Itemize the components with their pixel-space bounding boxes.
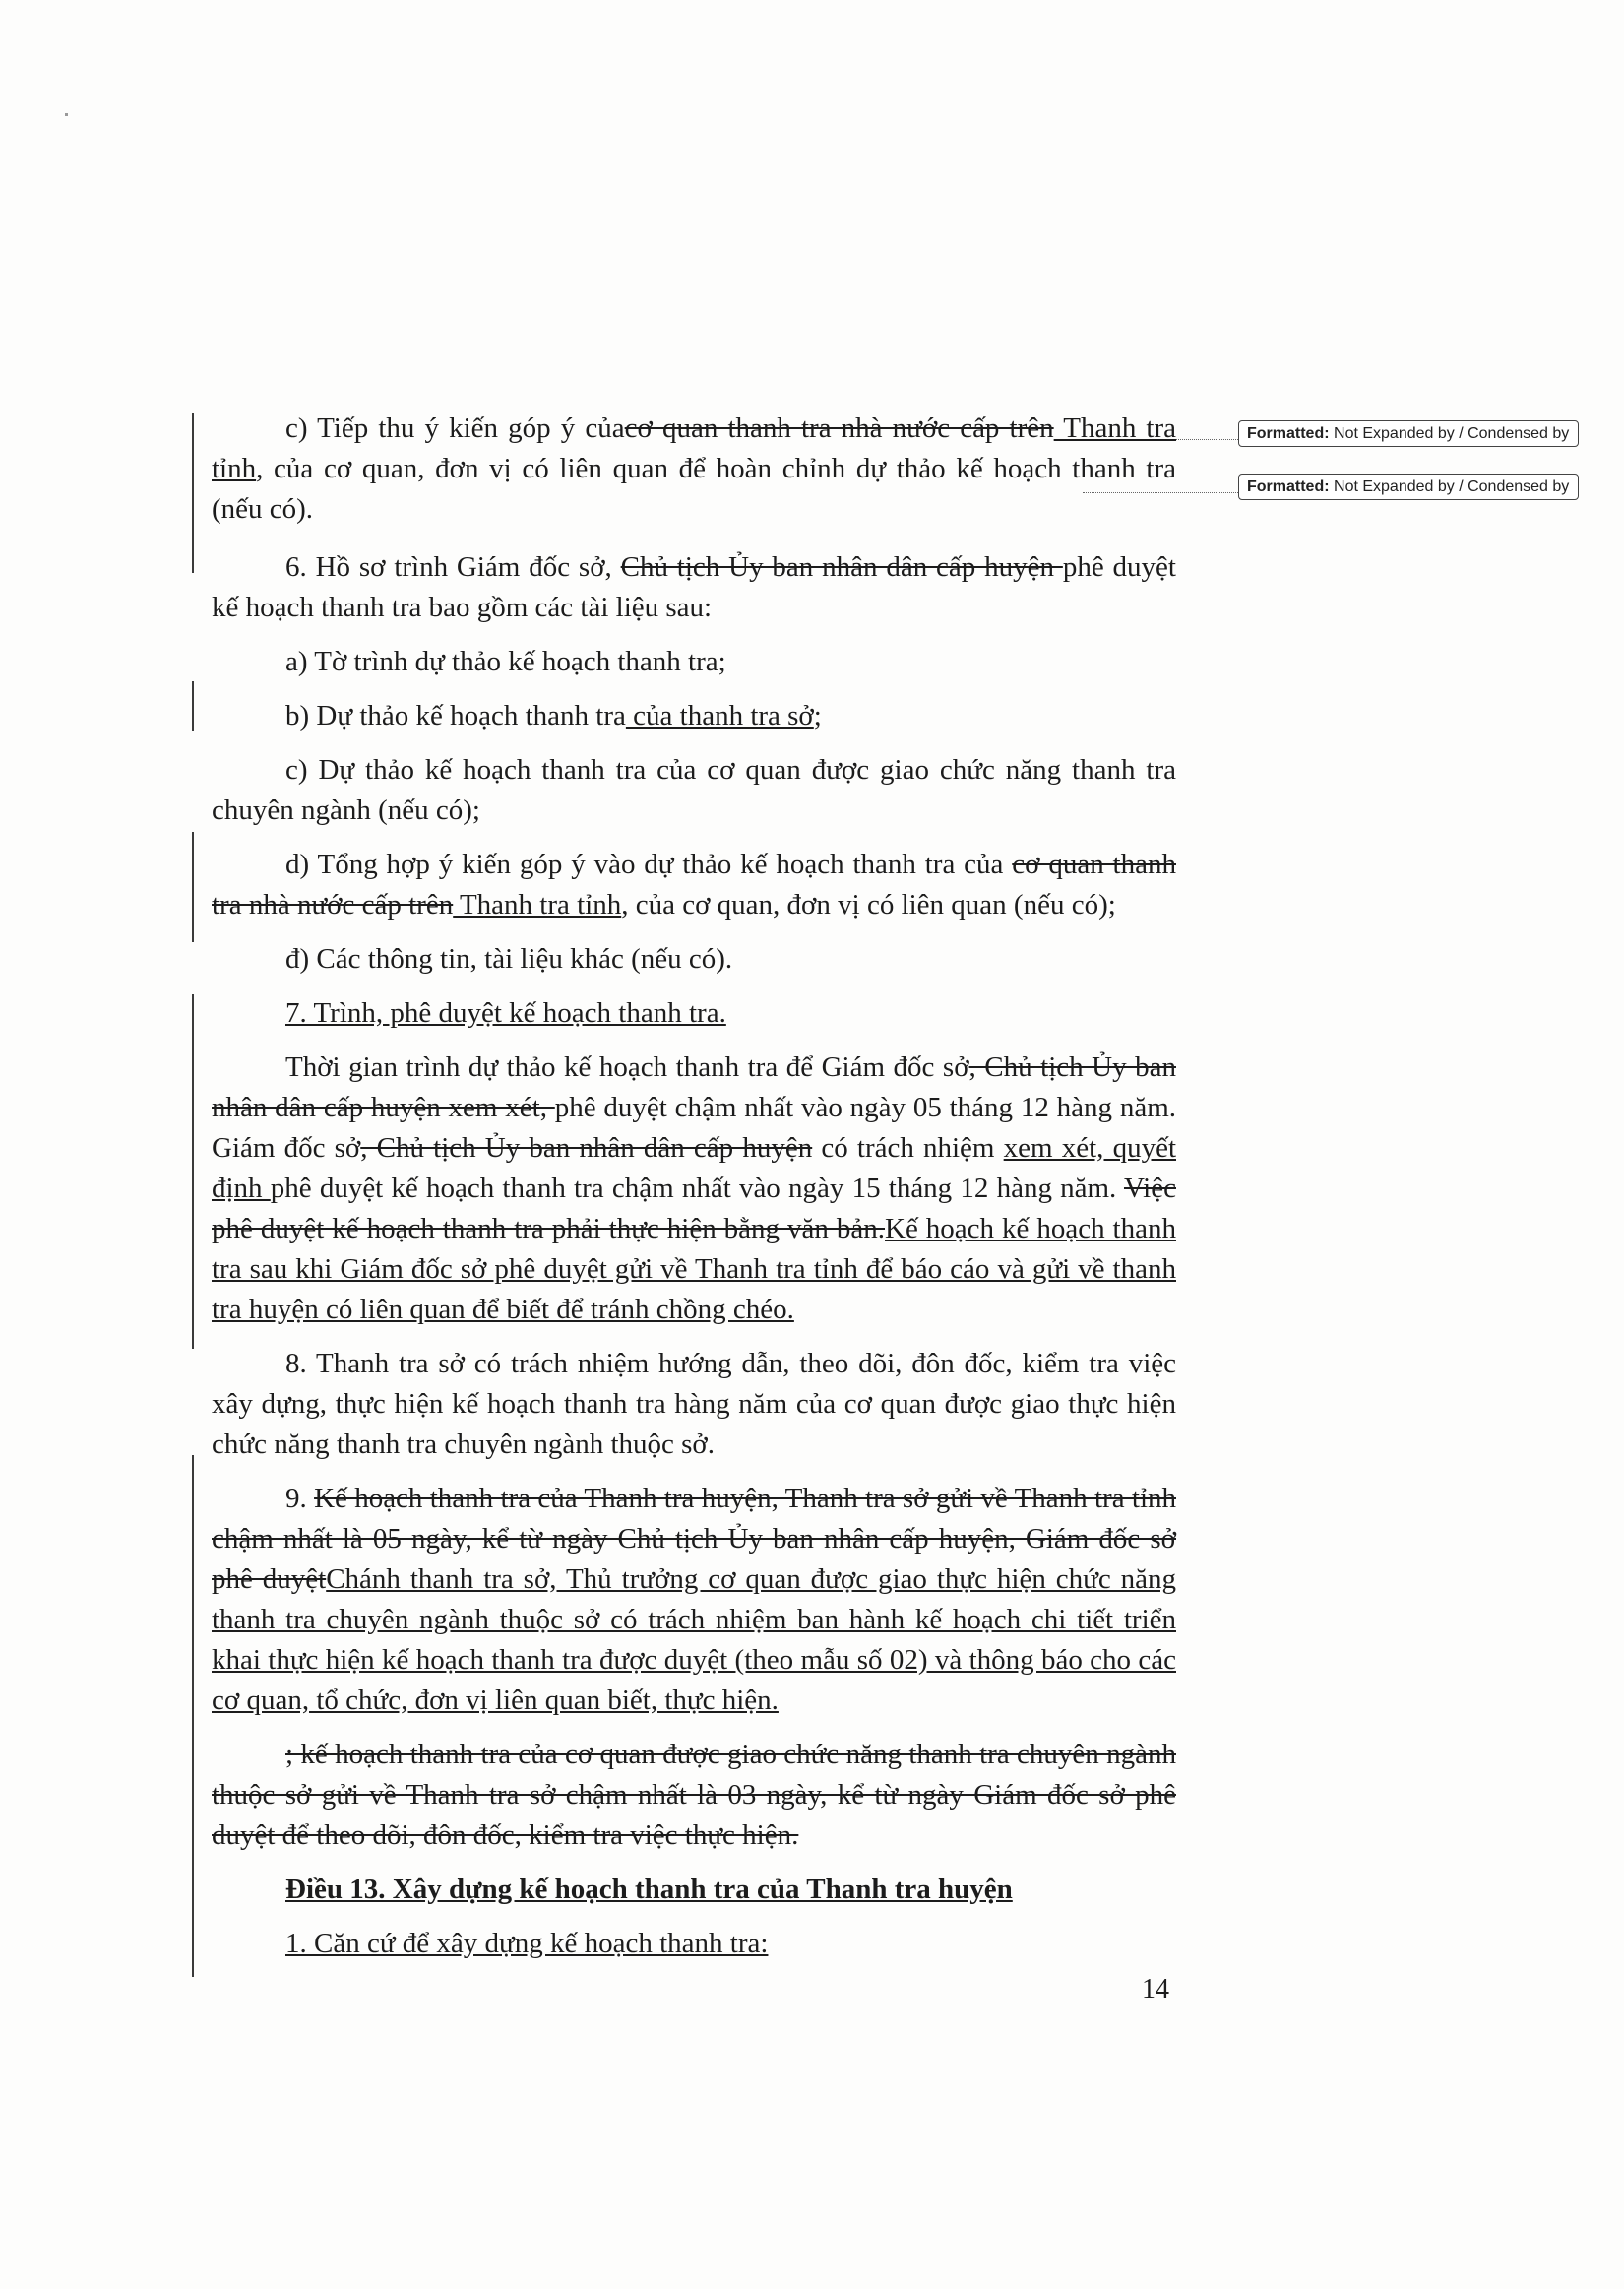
text: , của cơ quan, đơn vị có liên quan để hoàn chỉnh dự thảo kế hoạch thanh tra (nếu có). <box>212 453 1176 525</box>
deleted-text: cơ quan thanh tra nhà nước cấp trên <box>624 413 1054 444</box>
paragraph-item-9 <box>212 1479 1176 1721</box>
paragraph-c-feedback <box>212 409 1176 530</box>
page-number: 14 <box>1142 1974 1169 2004</box>
heading-article-13: Điều 13. Xây dựng kế hoạch thanh tra của Thanh tra huyện <box>285 1874 1013 1905</box>
paragraph-article-13-1: 1. Căn cứ để xây dựng kế hoạch thanh tra: <box>285 1928 769 1959</box>
inserted-text: xem xét, quyết định <box>212 1132 1176 1204</box>
deleted-text: Kế hoạch thanh tra của Thanh tra huyện, Thanh tra sở gửi về Thanh tra tỉnh chậm nhất là 05 ngày, kể từ ngày Chủ tịch Ủy ban nhân cấp huyện, Giám đốc sở phê duyệt <box>212 1483 1176 1595</box>
deleted-text: , Chủ tịch Ủy ban nhân dân cấp huyện xem xét, <box>212 1051 1176 1123</box>
paragraph-item-6b <box>212 696 1176 736</box>
comment-label: Formatted: <box>1247 425 1330 442</box>
text: phê duyệt kế hoạch thanh tra chậm nhất vào ngày 15 tháng 12 hàng năm. <box>270 1173 1124 1204</box>
deleted-text: Chủ tịch Ủy ban nhân dân cấp huyện <box>620 551 1063 583</box>
comment-text: Not Expanded by / Condensed by <box>1334 478 1570 495</box>
text: phê duyệt chậm nhất vào ngày 05 tháng 12 hàng năm. Giám đốc sở <box>212 1092 1176 1164</box>
deleted-text: Việc phê duyệt kế hoạch thanh tra phải thực hiện bằng văn bản. <box>212 1173 1176 1244</box>
text: Thời gian trình dự thảo kế hoạch thanh tra để Giám đốc sở <box>285 1051 969 1083</box>
paragraph-item-6d <box>212 845 1176 925</box>
text: 9. <box>285 1483 315 1514</box>
paragraph-item-6a: a) Tờ trình dự thảo kế hoạch thanh tra; <box>285 646 726 677</box>
inserted-text: Chánh thanh tra sở, Thủ trưởng cơ quan được giao thực hiện chức năng thanh tra chuyên ngành thuộc sở có trách nhiệm ban hành kế hoạch chi tiết triển khai thực hiện kế hoạch thanh tra được duyệt (theo mẫu số 02) và thông báo cho các cơ quan, tổ chức, đơn vị liên quan biết, thực hiện. <box>212 1563 1176 1716</box>
change-bar <box>192 681 194 731</box>
inserted-text: Thanh tra tỉnh <box>453 889 622 921</box>
text: có trách nhiệm <box>812 1132 1004 1164</box>
comment-balloon[interactable] <box>1238 474 1579 500</box>
change-bar <box>192 413 194 573</box>
text: phê duyệt kế hoạch thanh tra bao gồm các tài liệu sau: <box>212 551 1176 623</box>
deleted-text: , Chủ tịch Ủy ban nhân dân cấp huyện <box>360 1132 813 1164</box>
text: c) Tiếp thu ý kiến góp ý của <box>285 413 625 444</box>
text: d) Tổng hợp ý kiến góp ý vào dự thảo kế hoạch thanh tra của <box>285 849 1013 880</box>
text: ; <box>813 700 822 731</box>
paragraph-item-7-body <box>212 1048 1176 1330</box>
scan-speck <box>65 113 68 116</box>
deleted-text: cơ quan thanh tra nhà nước cấp trên <box>212 849 1176 921</box>
text: , của cơ quan, đơn vị có liên quan (nếu có); <box>621 889 1116 921</box>
change-bar <box>192 832 194 942</box>
text: 6. Hồ sơ trình Giám đốc sở, <box>285 551 621 583</box>
comment-balloon[interactable] <box>1238 420 1579 447</box>
comment-label: Formatted: <box>1247 478 1330 495</box>
change-bar <box>192 1455 194 1977</box>
paragraph-item-9-deleted: ; kế hoạch thanh tra của cơ quan được giao chức năng thanh tra chuyên ngành thuộc sở gửi về Thanh tra sở chậm nhất là 03 ngày, kể từ ngày Giám đốc sở phê duyệt để theo dõi, đôn đốc, kiểm tra việc thực hiện. <box>212 1739 1176 1851</box>
inserted-text: của thanh tra sở <box>625 700 814 731</box>
inserted-text: Kế hoạch kế hoạch thanh tra sau khi Giám đốc sở phê duyệt gửi về Thanh tra tỉnh để báo cáo và gửi về thanh tra huyện có liên quan để biết để tránh chồng chéo. <box>212 1213 1176 1325</box>
paragraph-item-8: 8. Thanh tra sở có trách nhiệm hướng dẫn, theo dõi, đôn đốc, kiểm tra việc xây dựng, thực hiện kế hoạch thanh tra hàng năm của cơ quan được giao thực hiện chức năng thanh tra chuyên ngành thuộc sở. <box>212 1348 1176 1460</box>
comment-text: Not Expanded by / Condensed by <box>1334 425 1570 442</box>
change-bar <box>192 994 194 1349</box>
paragraph-item-7: 7. Trình, phê duyệt kế hoạch thanh tra. <box>285 997 726 1029</box>
paragraph-item-6c: c) Dự thảo kế hoạch thanh tra của cơ quan được giao chức năng thanh tra chuyên ngành (nếu có); <box>212 754 1176 826</box>
paragraph-item-6dd: đ) Các thông tin, tài liệu khác (nếu có). <box>285 943 733 975</box>
document-body <box>212 409 1176 1964</box>
text: b) Dự thảo kế hoạch thanh tra <box>285 700 626 731</box>
inserted-text: Thanh tra tỉnh <box>212 413 1177 484</box>
paragraph-item-6 <box>212 547 1176 628</box>
